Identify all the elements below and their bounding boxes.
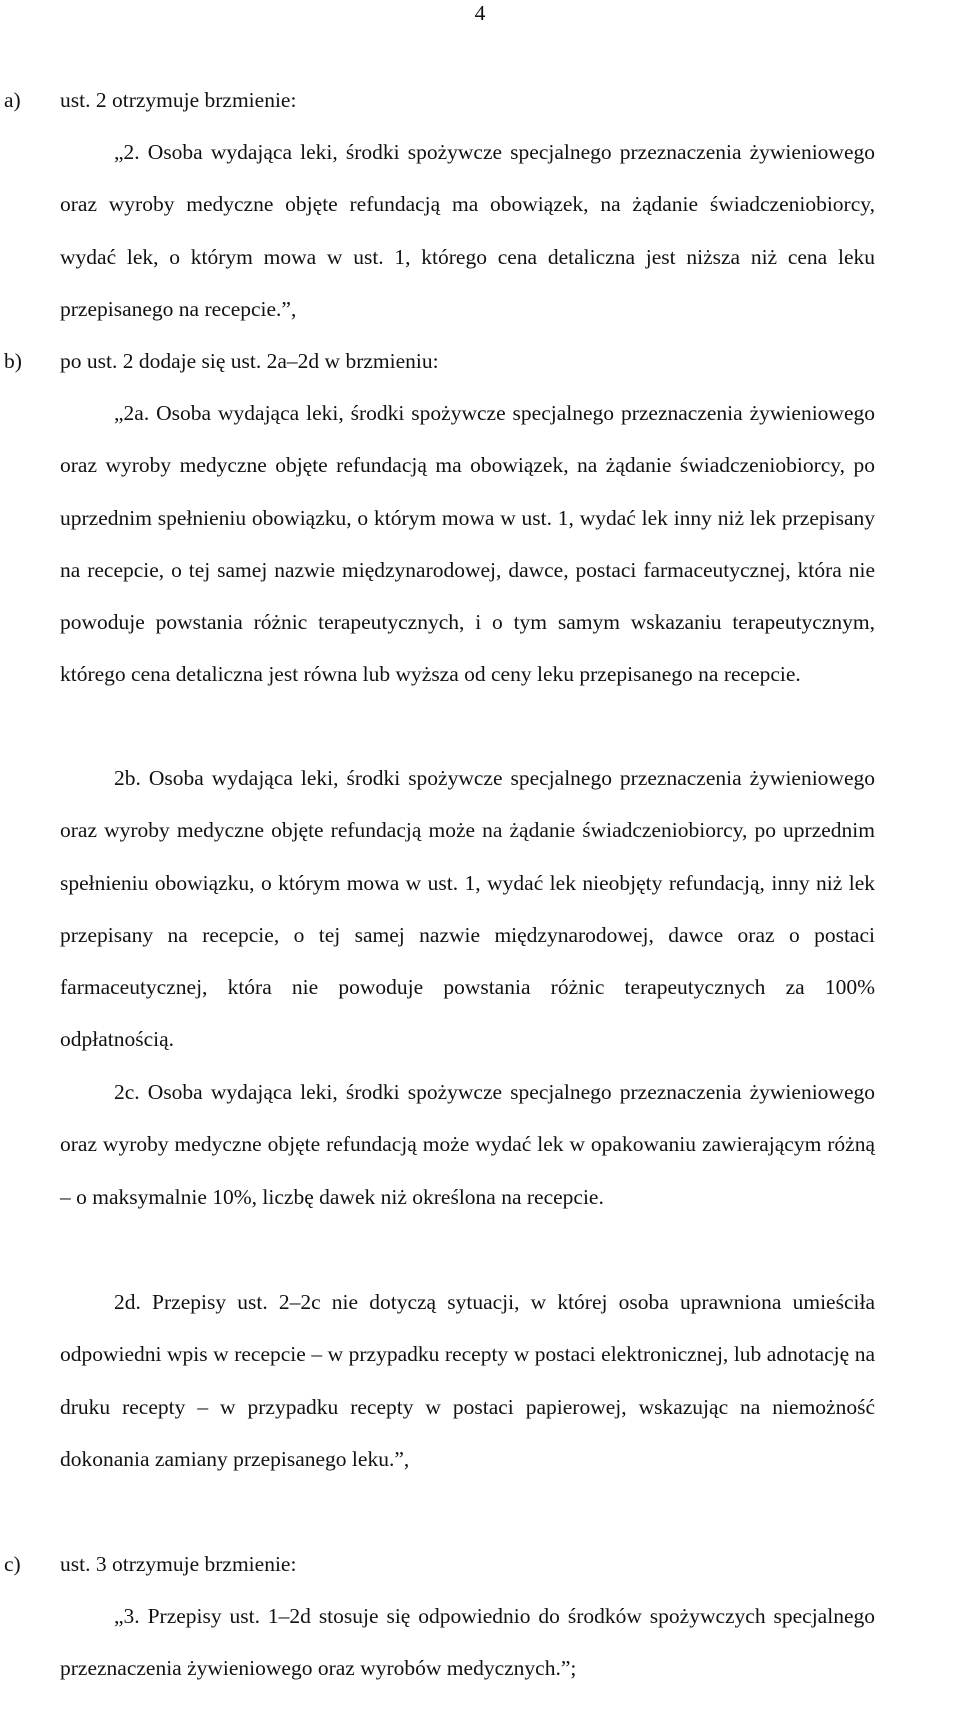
item-marker: b) bbox=[4, 349, 22, 373]
item-lead: ust. 3 otrzymuje brzmienie: bbox=[60, 1552, 297, 1576]
paragraph-ust-2b: 2b. Osoba wydająca leki, środki spożywcze specjalnego przeznaczenia żywieniowego oraz wyroby medyczne objęte refundacją może na żądanie świadczeniobiorcy, po uprzednim spełnieniu obowiązku, o którym mowa w ust. 1, wydać lek nieobjęty refundacją, inny niż lek przepisany na recepcie, o tej samej nazwie międzynarodowej, dawce oraz o postaci farmaceutycznej, która nie powoduje powstania różnic terapeutycznych za 100% odpłatnością. bbox=[60, 766, 875, 1052]
paragraph-ust-2: „2. Osoba wydająca leki, środki spożywcze specjalnego przeznaczenia żywieniowego oraz wyroby medyczne objęte refundacją ma obowiązek, na żądanie świadczeniobiorcy, wydać lek, o którym mowa w ust. 1, którego cena detaliczna jest niższa niż cena leku przepisanego na recepcie.”, bbox=[60, 140, 875, 321]
item-lead: ust. 2 otrzymuje brzmienie: bbox=[60, 88, 297, 112]
list-item-c bbox=[4, 1538, 874, 1590]
list-item-b bbox=[4, 335, 874, 387]
list-item-a bbox=[4, 74, 874, 126]
paragraph-ust-2a: „2a. Osoba wydająca leki, środki spożywcze specjalnego przeznaczenia żywieniowego oraz wyroby medyczne objęte refundacją ma obowiązek, na żądanie świadczeniobiorcy, po uprzednim spełnieniu obowiązku, o którym mowa w ust. 1, wydać lek inny niż lek przepisany na recepcie, o tej samej nazwie międzynarodowej, dawce, postaci farmaceutycznej, która nie powoduje powstania różnic terapeutycznych, i o tym samym wskazaniu terapeutycznym, którego cena detaliczna jest równa lub wyższa od ceny leku przepisanego na recepcie. bbox=[60, 401, 875, 687]
item-lead: po ust. 2 dodaje się ust. 2a–2d w brzmieniu: bbox=[60, 349, 439, 373]
paragraph-ust-2d: 2d. Przepisy ust. 2–2c nie dotyczą sytuacji, w której osoba uprawniona umieściła odpowiedni wpis w recepcie – w przypadku recepty w postaci elektronicznej, lub adnotację na druku recepty – w przypadku recepty w postaci papierowej, wskazując na niemożność dokonania zamiany przepisanego leku.”, bbox=[60, 1290, 875, 1471]
item-marker: c) bbox=[4, 1552, 21, 1576]
paragraph-ust-2c: 2c. Osoba wydająca leki, środki spożywcze specjalnego przeznaczenia żywieniowego oraz wyroby medyczne objęte refundacją może wydać lek w opakowaniu zawierającym różną – o maksymalnie 10%, liczbę dawek niż określona na recepcie. bbox=[60, 1080, 875, 1209]
item-marker: a) bbox=[4, 88, 21, 112]
paragraph-ust-3: „3. Przepisy ust. 1–2d stosuje się odpowiednio do środków spożywczych specjalnego przeznaczenia żywieniowego oraz wyrobów medycznych.”; bbox=[60, 1604, 875, 1681]
page-number: 4 bbox=[474, 1, 486, 25]
